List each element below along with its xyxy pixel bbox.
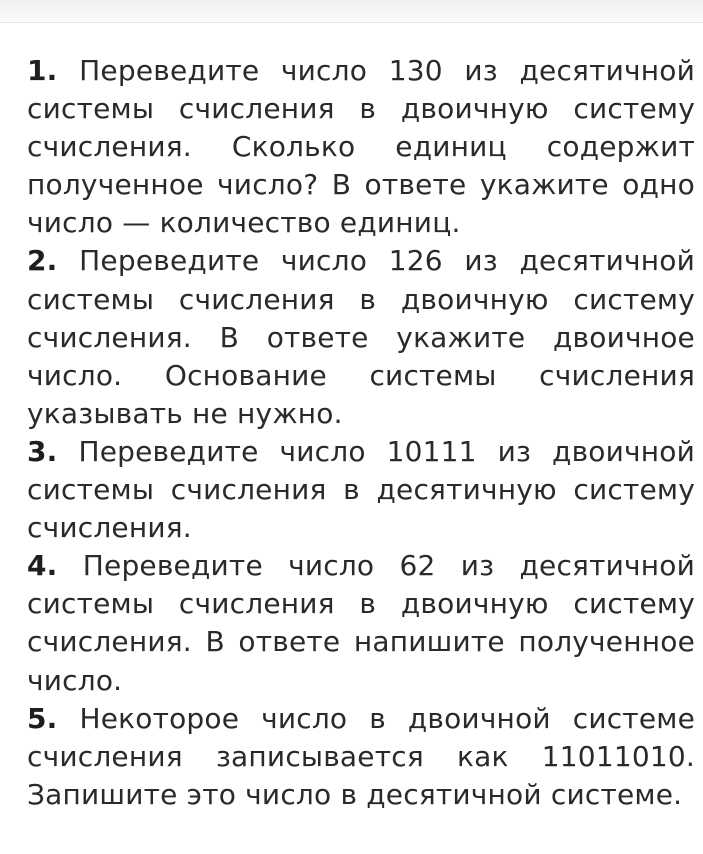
task-list xyxy=(27,52,695,814)
task-3 xyxy=(27,433,695,547)
task-number: 3. xyxy=(27,434,58,468)
task-text: Некоторое число в двоичной системе счисления записывается как 11011010. Запишите это число в десятичной системе. xyxy=(27,701,695,811)
task-1 xyxy=(27,52,695,242)
top-bar xyxy=(0,0,703,23)
task-2 xyxy=(27,242,695,432)
task-number: 2. xyxy=(27,244,58,278)
task-text: Переведите число 10111 из двоичной системы счисления в десятичную систему счисления. xyxy=(27,434,695,545)
task-number: 4. xyxy=(27,549,58,583)
task-text: Переведите число 62 из десятичной системы счисления в двоичную систему счисления. В ответе напишите полученное число. xyxy=(27,549,695,697)
task-number: 5. xyxy=(27,701,58,735)
task-number: 1. xyxy=(27,54,58,87)
task-text: Переведите число 130 из десятичной системы счисления в двоичную систему счисления. Сколько единиц содержит полученное число? В ответе укажите одно число — количество единиц. xyxy=(27,54,695,240)
task-4 xyxy=(27,547,695,699)
task-5 xyxy=(27,700,695,814)
task-text: Переведите число 126 из десятичной системы счисления в двоичную систему счисления. В ответе укажите двоичное число. Основание системы счисления указывать не нужно. xyxy=(27,244,695,430)
